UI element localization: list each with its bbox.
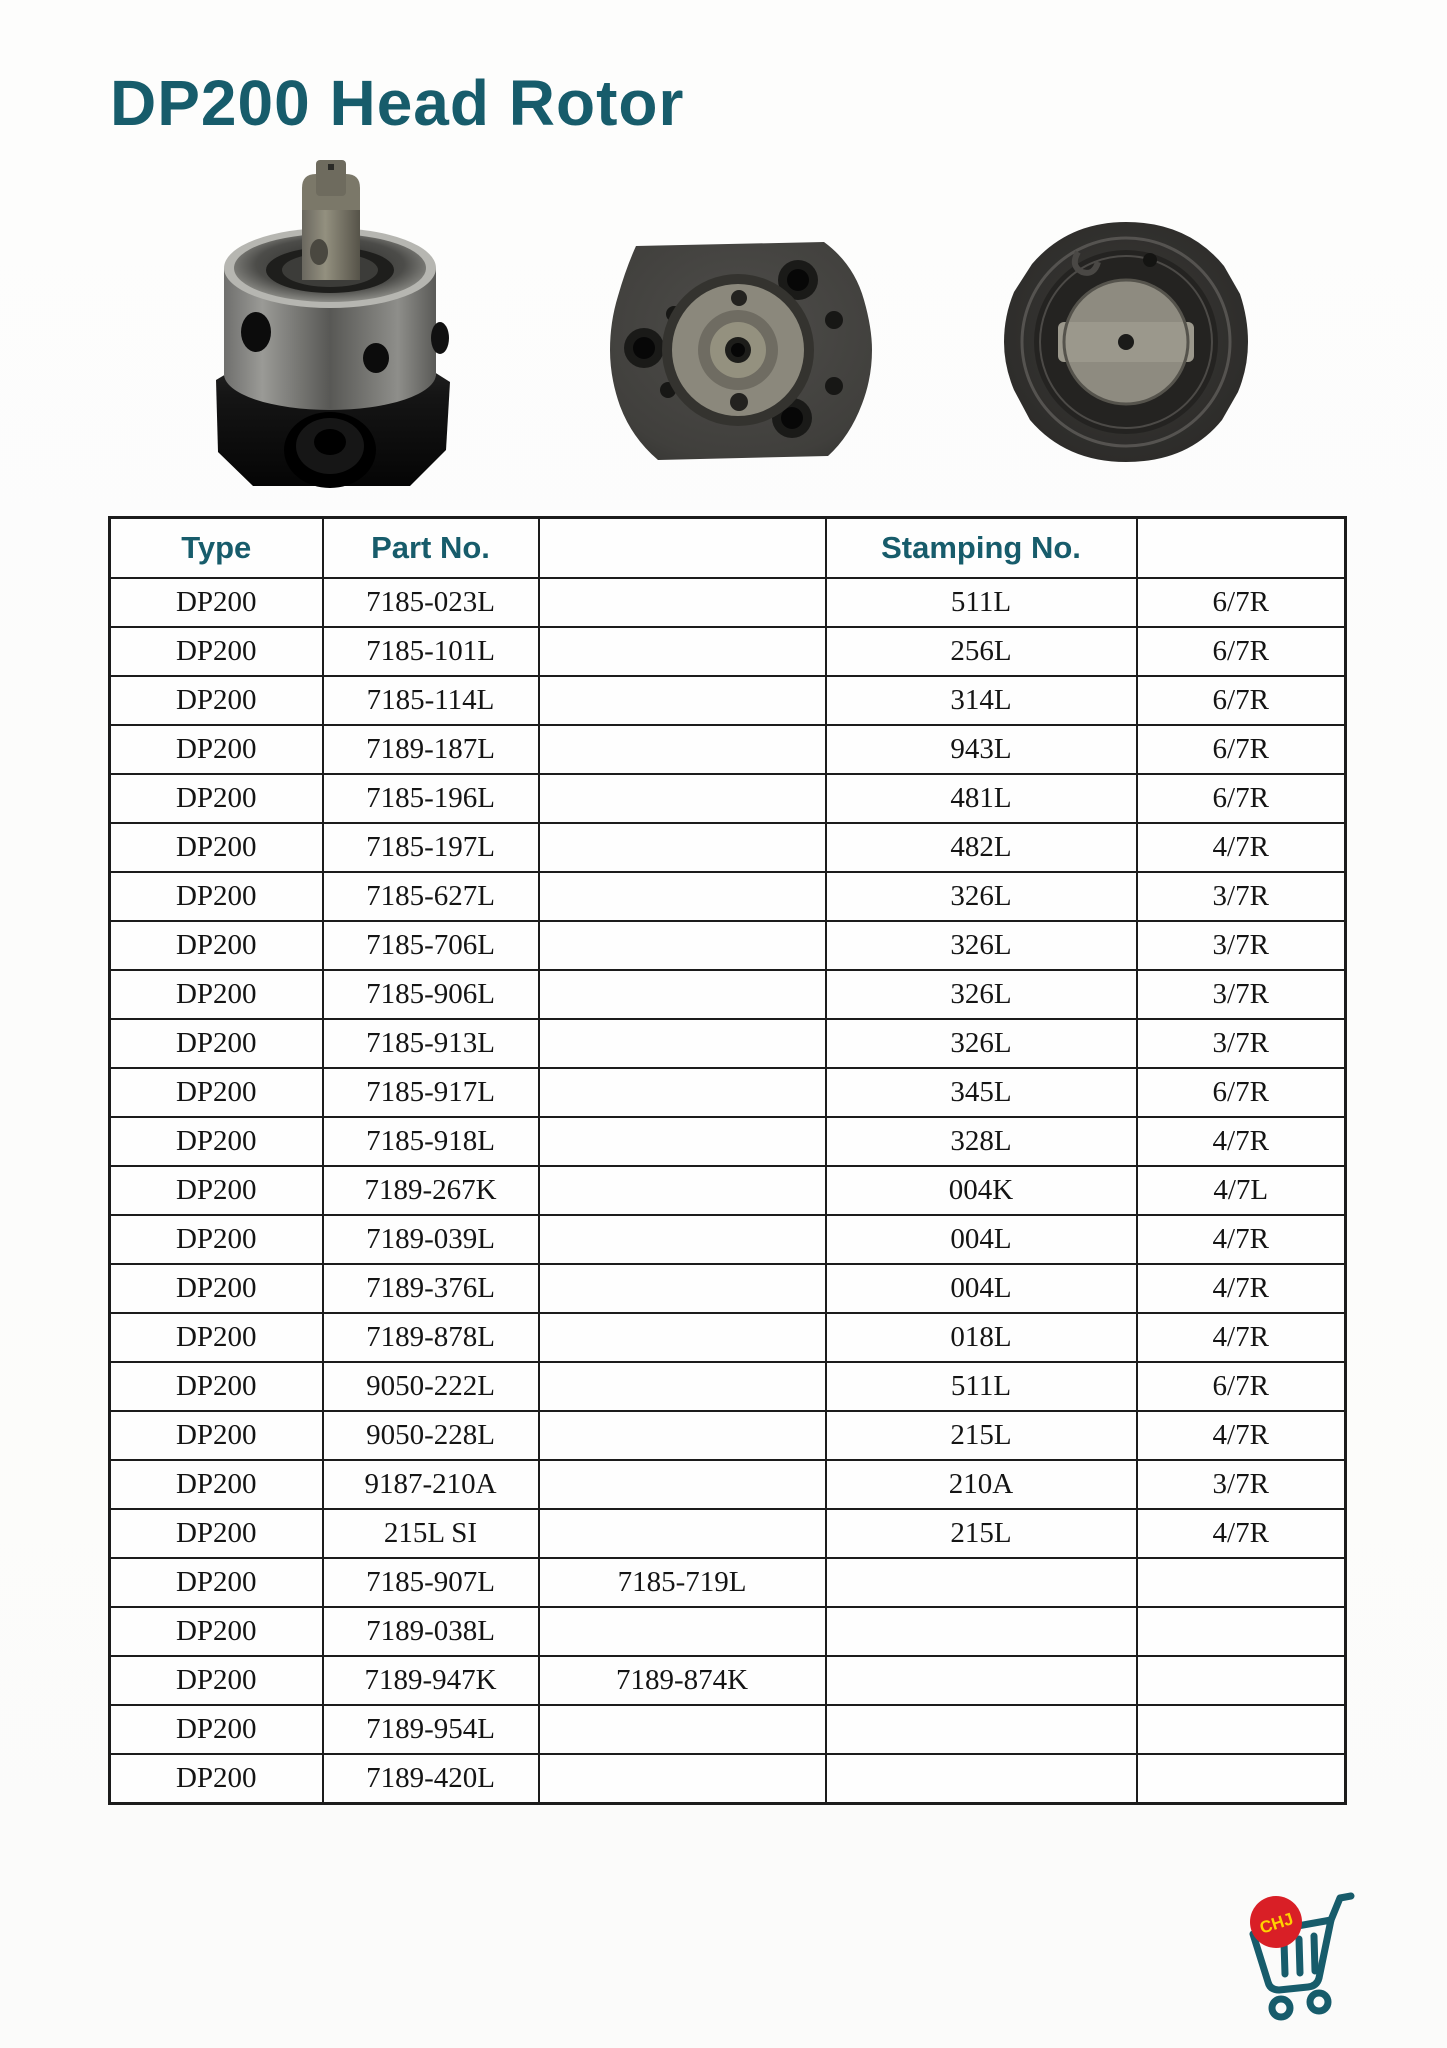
table-cell: 4/7R <box>1137 1117 1346 1166</box>
table-cell: 7185-114L <box>323 676 539 725</box>
table-cell <box>539 872 826 921</box>
head-rotor-top-view-photo <box>592 228 892 476</box>
table-cell <box>539 1754 826 1804</box>
table-cell <box>539 1166 826 1215</box>
table-row <box>110 1264 1346 1313</box>
head-rotor-side-view-photo <box>178 150 483 500</box>
table-cell <box>539 1313 826 1362</box>
table-cell: 4/7R <box>1137 823 1346 872</box>
table-cell <box>539 1411 826 1460</box>
table-cell: 6/7R <box>1137 676 1346 725</box>
table-header <box>110 518 1346 579</box>
table-cell: 943L <box>826 725 1137 774</box>
table-row <box>110 872 1346 921</box>
table-row <box>110 725 1346 774</box>
table-row <box>110 1754 1346 1804</box>
table-cell: 7185-706L <box>323 921 539 970</box>
table-cell <box>539 1705 826 1754</box>
table-row <box>110 823 1346 872</box>
table-cell: 7189-376L <box>323 1264 539 1313</box>
table-row <box>110 1215 1346 1264</box>
table-cell: 018L <box>826 1313 1137 1362</box>
table-row <box>110 578 1346 627</box>
table-cell: DP200 <box>110 1607 323 1656</box>
table-header-cell: Part No. <box>323 518 539 579</box>
table-cell <box>1137 1656 1346 1705</box>
table-cell: 210A <box>826 1460 1137 1509</box>
table-cell: 4/7L <box>1137 1166 1346 1215</box>
table-cell: 7185-918L <box>323 1117 539 1166</box>
table-cell: DP200 <box>110 970 323 1019</box>
table-cell: 326L <box>826 1019 1137 1068</box>
table-cell <box>1137 1754 1346 1804</box>
table-cell: DP200 <box>110 1558 323 1607</box>
table-cell: 326L <box>826 970 1137 1019</box>
table-cell: 4/7R <box>1137 1264 1346 1313</box>
table-cell: 256L <box>826 627 1137 676</box>
table-cell <box>539 1117 826 1166</box>
table-cell: 511L <box>826 578 1137 627</box>
table-cell <box>826 1558 1137 1607</box>
parts-table <box>108 516 1347 1805</box>
head-rotor-front-view-photo <box>992 218 1260 466</box>
table-row <box>110 676 1346 725</box>
table-cell: DP200 <box>110 1362 323 1411</box>
table-cell: 7189-187L <box>323 725 539 774</box>
table-cell: 4/7R <box>1137 1411 1346 1460</box>
table-cell <box>539 1068 826 1117</box>
table-cell <box>539 627 826 676</box>
table-cell: 7185-197L <box>323 823 539 872</box>
table-cell: DP200 <box>110 1705 323 1754</box>
table-cell: DP200 <box>110 578 323 627</box>
table-cell: 4/7R <box>1137 1215 1346 1264</box>
table-cell: 7185-627L <box>323 872 539 921</box>
page-title: DP200 Head Rotor <box>110 67 685 139</box>
table-cell: 9050-222L <box>323 1362 539 1411</box>
table-cell <box>539 823 826 872</box>
table-cell: 3/7R <box>1137 1019 1346 1068</box>
table-row <box>110 774 1346 823</box>
table-cell <box>539 578 826 627</box>
table-cell <box>539 1509 826 1558</box>
table-row <box>110 1166 1346 1215</box>
table-cell <box>826 1754 1137 1804</box>
chj-badge-text: CHJ <box>1257 1909 1296 1938</box>
table-cell: 7189-420L <box>323 1754 539 1804</box>
table-cell: 7189-038L <box>323 1607 539 1656</box>
table-cell: 3/7R <box>1137 921 1346 970</box>
table-row <box>110 1313 1346 1362</box>
table-cell: 7185-907L <box>323 1558 539 1607</box>
table-cell <box>539 1460 826 1509</box>
table-cell <box>539 970 826 1019</box>
table-cell: 004L <box>826 1215 1137 1264</box>
table-cell: 6/7R <box>1137 774 1346 823</box>
table-cell: 4/7R <box>1137 1313 1346 1362</box>
table-cell: DP200 <box>110 1166 323 1215</box>
table-cell: 7185-906L <box>323 970 539 1019</box>
table-header-row <box>110 518 1346 579</box>
table-cell: 7185-196L <box>323 774 539 823</box>
table-row <box>110 1705 1346 1754</box>
table-cell: 7189-954L <box>323 1705 539 1754</box>
table-cell: 482L <box>826 823 1137 872</box>
table-cell <box>539 1019 826 1068</box>
table-cell: DP200 <box>110 1117 323 1166</box>
table-cell: 004K <box>826 1166 1137 1215</box>
table-row <box>110 1019 1346 1068</box>
table-cell: DP200 <box>110 1411 323 1460</box>
table-cell <box>1137 1607 1346 1656</box>
table-header-cell <box>539 518 826 579</box>
table-cell: DP200 <box>110 1019 323 1068</box>
table-cell: 7189-947K <box>323 1656 539 1705</box>
table-cell <box>539 774 826 823</box>
brand-logo <box>1243 1882 1355 2022</box>
table-cell: 7185-101L <box>323 627 539 676</box>
table-cell: 004L <box>826 1264 1137 1313</box>
table-cell <box>1137 1705 1346 1754</box>
table-cell: 9187-210A <box>323 1460 539 1509</box>
table-row <box>110 627 1346 676</box>
table-cell: 215L <box>826 1509 1137 1558</box>
table-cell: DP200 <box>110 1460 323 1509</box>
table-cell <box>539 1607 826 1656</box>
table-row <box>110 1460 1346 1509</box>
table-cell: DP200 <box>110 1264 323 1313</box>
table-cell: DP200 <box>110 1068 323 1117</box>
table-row <box>110 1068 1346 1117</box>
table-row <box>110 1411 1346 1460</box>
table-cell: 6/7R <box>1137 1068 1346 1117</box>
table-row <box>110 970 1346 1019</box>
table-cell: 7189-267K <box>323 1166 539 1215</box>
table-cell: DP200 <box>110 774 323 823</box>
table-row <box>110 1656 1346 1705</box>
table-cell <box>826 1607 1137 1656</box>
table-cell <box>826 1656 1137 1705</box>
table-cell <box>539 1264 826 1313</box>
table-cell: 328L <box>826 1117 1137 1166</box>
table-cell: 345L <box>826 1068 1137 1117</box>
table-cell: 9050-228L <box>323 1411 539 1460</box>
table-cell: 6/7R <box>1137 1362 1346 1411</box>
table-cell <box>539 1215 826 1264</box>
table-cell: DP200 <box>110 1313 323 1362</box>
table-cell: 7185-719L <box>539 1558 826 1607</box>
table-cell: DP200 <box>110 676 323 725</box>
table-row <box>110 1362 1346 1411</box>
table-cell: 215L SI <box>323 1509 539 1558</box>
table-cell: 7189-878L <box>323 1313 539 1362</box>
table-header-cell: Type <box>110 518 323 579</box>
table-cell: DP200 <box>110 1215 323 1264</box>
table-cell: DP200 <box>110 1509 323 1558</box>
table-cell: 6/7R <box>1137 627 1346 676</box>
table-cell <box>1137 1558 1346 1607</box>
table-cell: DP200 <box>110 921 323 970</box>
table-cell: 3/7R <box>1137 1460 1346 1509</box>
table-cell: 215L <box>826 1411 1137 1460</box>
table-cell <box>826 1705 1137 1754</box>
table-row <box>110 1558 1346 1607</box>
table-cell: 314L <box>826 676 1137 725</box>
table-cell: DP200 <box>110 725 323 774</box>
table-cell: DP200 <box>110 627 323 676</box>
table-cell: 6/7R <box>1137 725 1346 774</box>
table-cell <box>539 676 826 725</box>
table-cell: 481L <box>826 774 1137 823</box>
table-header-cell <box>1137 518 1346 579</box>
table-body <box>110 578 1346 1804</box>
table-cell: DP200 <box>110 1656 323 1705</box>
table-cell: 7189-039L <box>323 1215 539 1264</box>
table-cell: 326L <box>826 872 1137 921</box>
table-row <box>110 1607 1346 1656</box>
table-row <box>110 1509 1346 1558</box>
table-cell: 326L <box>826 921 1137 970</box>
table-cell: 3/7R <box>1137 872 1346 921</box>
table-cell <box>539 725 826 774</box>
chj-badge <box>1250 1896 1302 1948</box>
table-cell: 3/7R <box>1137 970 1346 1019</box>
table-cell: 511L <box>826 1362 1137 1411</box>
table-row <box>110 1117 1346 1166</box>
table-cell: 7185-913L <box>323 1019 539 1068</box>
table-cell: 7185-023L <box>323 578 539 627</box>
table-header-cell: Stamping No. <box>826 518 1137 579</box>
table-cell <box>539 921 826 970</box>
table-row <box>110 921 1346 970</box>
table-cell: DP200 <box>110 1754 323 1804</box>
table-cell: DP200 <box>110 823 323 872</box>
table-cell: 7185-917L <box>323 1068 539 1117</box>
table-cell: 4/7R <box>1137 1509 1346 1558</box>
table-cell <box>539 1362 826 1411</box>
table-cell: 7189-874K <box>539 1656 826 1705</box>
table-cell: 6/7R <box>1137 578 1346 627</box>
table-cell: DP200 <box>110 872 323 921</box>
